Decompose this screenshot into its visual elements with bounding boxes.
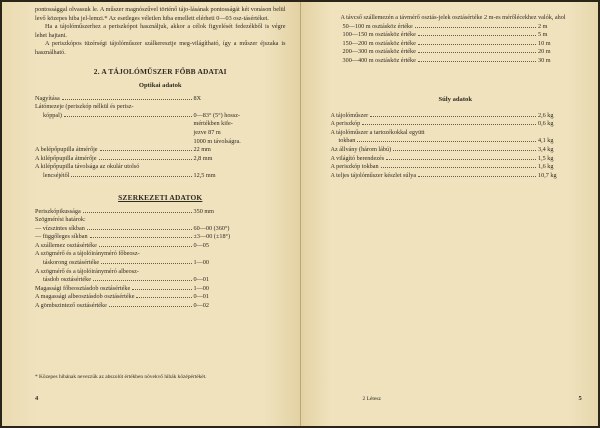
data-row-label: Látómezeje (periszkóp nélkül és perisz-: [35, 103, 134, 111]
data-row: [35, 155, 286, 164]
data-row-value: 5 m: [538, 31, 548, 39]
left-page: [2, 2, 300, 426]
leader-dots: [100, 146, 192, 151]
data-row-value: 20 m: [538, 48, 551, 56]
leader-dots: [136, 293, 191, 298]
data-row-value: 350 mm: [193, 207, 214, 215]
data-row: [331, 163, 581, 172]
data-row-label: Nagyítása: [35, 94, 60, 102]
data-row-label: A belépőpupilla átmérője: [35, 146, 98, 154]
data-row-continuation: [35, 112, 286, 121]
optical-data-list: [35, 95, 286, 181]
data-row-value: 2,6 kg: [538, 111, 554, 119]
leader-dots: [381, 163, 536, 168]
data-row-value: 4,1 kg: [538, 137, 554, 145]
leader-dots: [418, 48, 536, 53]
data-row-label-cont: tásdob osztásértéke: [43, 276, 91, 284]
left-intro: [35, 6, 286, 58]
data-row-label-cont: táskorong osztásértéke: [43, 259, 100, 267]
leader-dots: [71, 172, 191, 177]
data-row: [343, 57, 581, 66]
data-row-label: — vízszintes síkban: [35, 224, 85, 232]
data-row-continuation: [35, 172, 286, 181]
structural-data-title: SZERKEZETI ADATOK: [118, 192, 203, 202]
signature-mark: 2 Létesz: [362, 396, 381, 402]
data-row-label: 100—150 m osztásköz értéke: [342, 31, 416, 39]
leader-dots: [101, 259, 191, 264]
data-row-value: 22 mm: [193, 146, 211, 154]
right-page: [301, 2, 599, 426]
data-row: [35, 233, 286, 242]
intro-paragraph: pontossággal olvassuk le. A műszer magnószűvel történő tájo-lásának pontosságát két vonáson belül levő közepes hiba jel-lemzi.* Az esetleges véletlen hiba emellett elérheti 0—03 osz-tásértéket.: [35, 6, 286, 22]
data-row-continuation: [35, 276, 286, 285]
data-row-label: Magassági főbeosztásdob osztásértéke: [35, 284, 131, 292]
leader-dots: [393, 146, 536, 151]
leader-dots: [415, 23, 536, 28]
leader-dots: [87, 225, 192, 230]
structural-data-list: [35, 208, 286, 311]
data-row-value: 1—00: [193, 259, 209, 267]
data-row: [35, 129, 286, 138]
data-row-label: A magassági albeosztásdob osztásértéke: [35, 293, 135, 301]
data-row-value: 1,5 kg: [538, 154, 554, 162]
data-row: [331, 155, 581, 164]
data-row: [35, 250, 286, 259]
leader-dots: [362, 120, 536, 125]
leader-dots: [386, 155, 536, 160]
data-row-value: 0—05: [193, 241, 209, 249]
data-row-label: 200—300 m osztásköz értéke: [342, 48, 416, 56]
data-row-label: A szögmérő és a tájolóirányméró főbeosz-: [35, 250, 140, 258]
data-row-label: A szögmérő és a tájolóirányméró albeosz-: [35, 267, 139, 275]
data-row: [331, 120, 581, 129]
leader-dots: [370, 112, 536, 117]
weight-data-title: Súly adatok: [438, 95, 473, 103]
data-row-continuation: [35, 259, 286, 268]
data-row-label: A kilépőpupilla átmérője: [35, 154, 97, 162]
page-number-left: 4: [35, 395, 39, 402]
data-row-label: A periszkóp: [330, 120, 361, 128]
data-row: [343, 31, 581, 40]
rangefinder-scale-list: [331, 23, 581, 66]
data-row: [35, 285, 286, 294]
data-row-value: 60—00 (360°): [193, 224, 230, 232]
data-row-value: 0—02: [193, 302, 209, 310]
data-row-label: A tájolóműszer a tartozékokkal együtt: [330, 128, 425, 136]
leader-dots: [90, 233, 192, 238]
data-row: [35, 163, 286, 172]
data-row-label: Szögmérési határok:: [35, 216, 86, 224]
data-row-label: 150—200 m osztásköz értéke: [342, 39, 416, 47]
data-row-label: A világító berendezés: [330, 154, 385, 162]
data-row-value: 10 m: [538, 39, 551, 47]
book-spread: [2, 2, 598, 426]
data-row-value: 1—00: [193, 284, 209, 292]
leader-dots: [418, 57, 536, 62]
data-row: [35, 268, 286, 277]
data-row-value: 10,7 kg: [538, 171, 557, 179]
leader-dots: [418, 31, 536, 36]
intro-paragraph: Ha a tájolóműszerhez a periszkópot használjuk, akkor a célok figyelését fedezékből is végre lehet hajtani.: [35, 23, 286, 39]
leader-dots: [93, 276, 192, 281]
leader-dots: [357, 137, 536, 142]
data-row: [331, 146, 581, 155]
data-row: [35, 146, 286, 155]
data-row-value: 0—01: [193, 276, 209, 284]
data-row: [35, 120, 286, 129]
right-intro: A távcső szállemezén a távmérő osztás-jelek osztásértéke 2 m-es mérőlécekhez valók, ahol: [340, 14, 566, 21]
data-row-value: 3,4 kg: [538, 145, 554, 153]
data-row-value: 1000 m távolságra.: [193, 137, 241, 145]
data-row: [35, 302, 286, 311]
data-row-label-cont: kóppal): [43, 111, 62, 119]
data-row-value: jezve 87 m: [193, 128, 221, 136]
data-row: [343, 48, 581, 57]
data-row: [331, 112, 581, 121]
data-row-value: 30 m: [538, 56, 551, 64]
leader-dots: [132, 285, 191, 290]
data-row-value: 8X: [193, 94, 202, 102]
data-row-label: A szállemez osztásértéke: [35, 241, 97, 249]
leader-dots: [62, 95, 192, 100]
data-row-label: — függőleges síkban: [35, 233, 88, 241]
data-row-label-cont: tokban: [338, 137, 356, 145]
data-row-value: 0,6 kg: [538, 120, 554, 128]
data-row: [35, 138, 286, 147]
leader-dots: [109, 302, 192, 307]
leader-dots: [99, 242, 192, 247]
intro-paragraph: A periszkópos tüzérségi tájolóműszer szálkeresztje meg-világítható, így a műszer éjszaka is használható.: [35, 40, 286, 56]
page-number-right: 5: [578, 395, 582, 402]
data-row-value: 2 m: [538, 22, 548, 30]
data-row: [35, 208, 286, 217]
data-row-value: 0—83° (5°) hossz-: [193, 111, 241, 119]
data-row: [343, 23, 581, 32]
footnote: * Közepes hibának nevezzük az abszolút értékben növekvő hibák középértékét.: [35, 374, 207, 380]
data-row-label-cont: lencséjétől: [43, 171, 70, 179]
weight-data-list: [331, 112, 581, 181]
leader-dots: [418, 172, 536, 177]
data-row-value: 12,5 mm: [193, 171, 216, 179]
leader-dots: [99, 155, 192, 160]
data-row: [35, 293, 286, 302]
data-row-value: 0—01: [193, 293, 209, 301]
data-row: [35, 103, 286, 112]
optical-data-title: Optikai adatok: [138, 81, 182, 89]
data-row-label: 50—100 m osztásköz értéke: [342, 22, 413, 30]
data-row-label: Az állvány (három lábú): [330, 145, 392, 153]
data-row-continuation: [331, 137, 581, 146]
data-row: [35, 225, 286, 234]
data-row-label: A tájolóműszer: [330, 111, 369, 119]
data-row-value: 1,6 kg: [538, 163, 554, 171]
data-row: [35, 242, 286, 251]
data-row-label: A gömbszintező osztásértéke: [35, 302, 107, 310]
leader-dots: [64, 112, 192, 117]
section-title: 2. A TÁJOLÓMŰSZER FŐBB ADATAI: [93, 66, 227, 76]
data-row-label: A periszkóp tokban: [330, 163, 379, 171]
data-row-label: Periszkópikussága: [35, 207, 81, 215]
data-row-label: A kilépőpupilla távolsága az okulár utolsó: [35, 163, 140, 171]
data-row: [343, 40, 581, 49]
leader-dots: [418, 40, 536, 45]
leader-dots: [83, 208, 192, 213]
data-row: [331, 172, 581, 181]
data-row: [35, 216, 286, 225]
data-row-label: A teljes tájolóműszer készlet súlya: [330, 171, 417, 179]
data-row: [331, 129, 581, 138]
data-row: [35, 95, 286, 104]
data-row-value: ±3—00 (±18°): [193, 233, 231, 241]
data-row-value: mértékben kife-: [193, 120, 233, 128]
data-row-value: 2,8 mm: [193, 154, 213, 162]
data-row-label: 300—400 m osztásköz értéke: [342, 56, 416, 64]
